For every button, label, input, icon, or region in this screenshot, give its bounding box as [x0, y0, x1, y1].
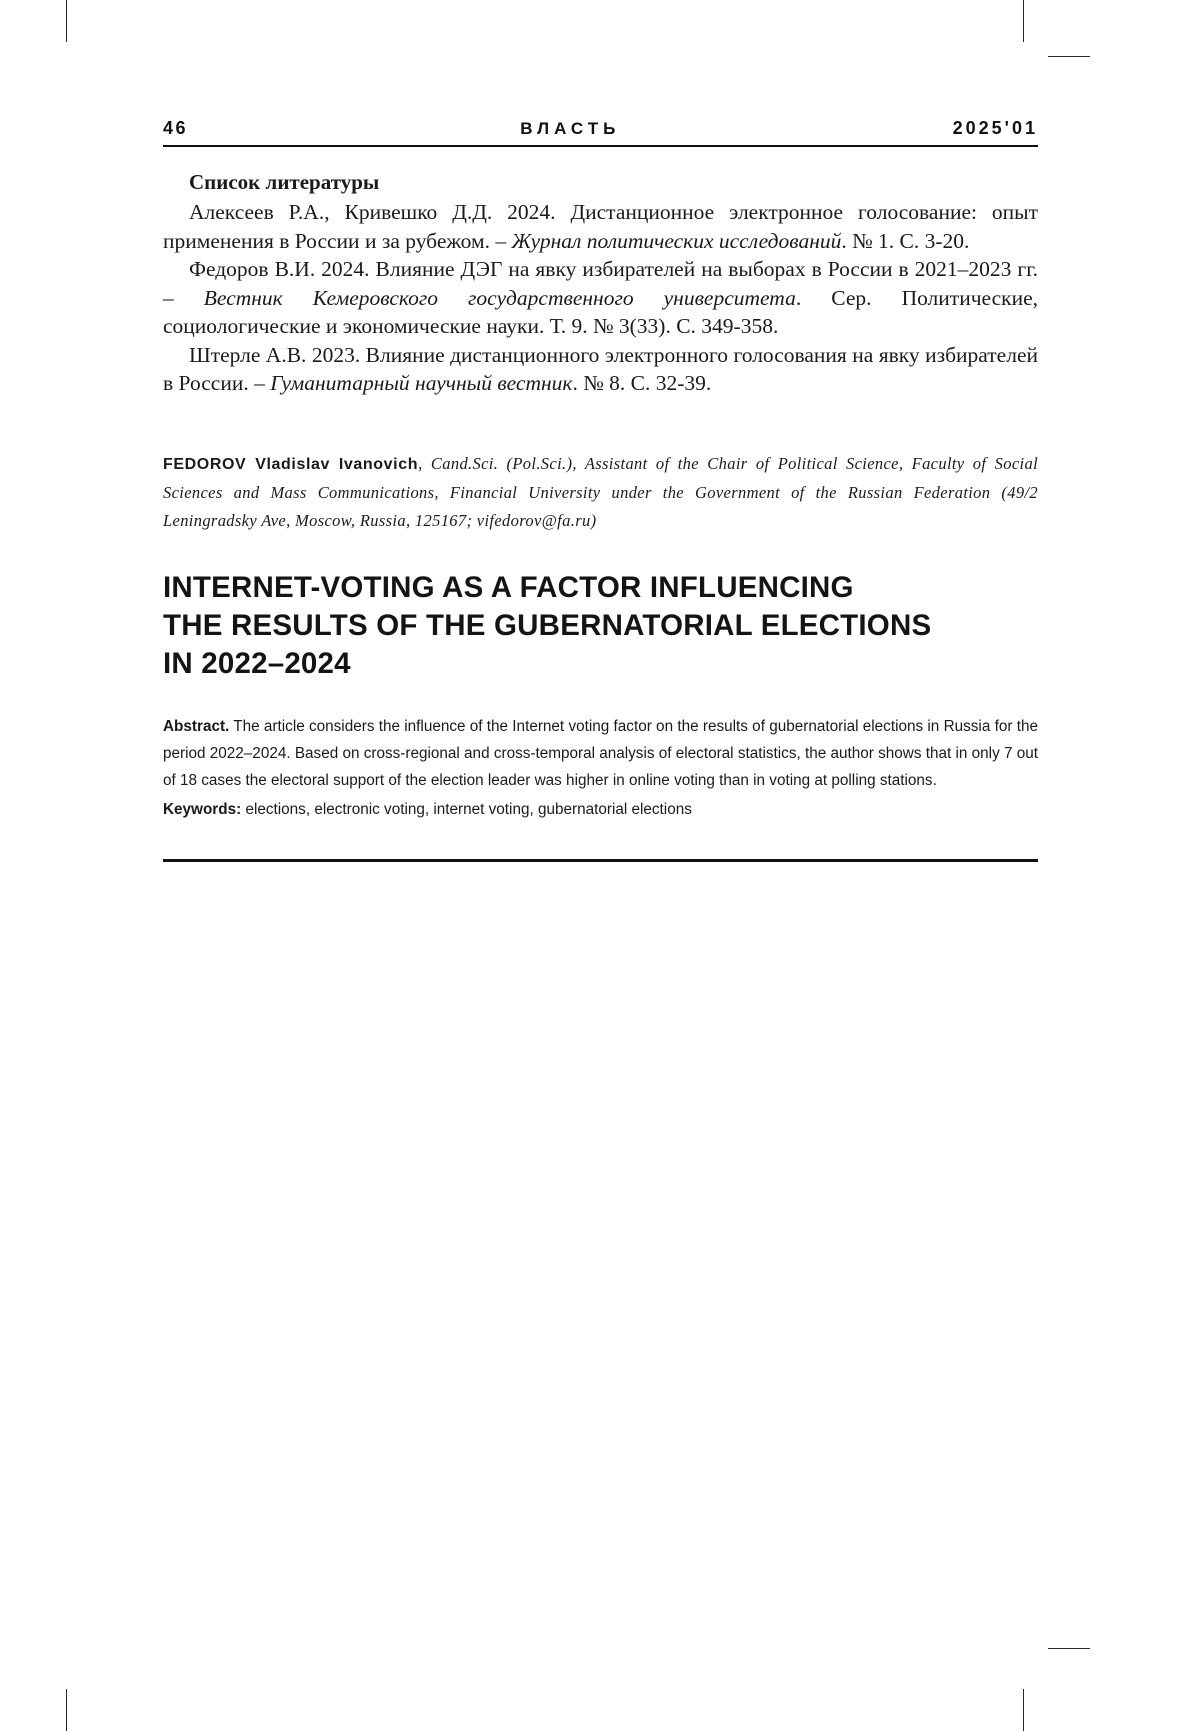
article-title-line-3: IN 2022–2024 [163, 646, 351, 680]
references-title: Список литературы [189, 170, 380, 194]
reference-text-before: Штерле А.В. 2023. Влияние дистанционного электронного голосования на явку избирателей в России. – [163, 342, 1038, 396]
journal-name: ВЛАСТЬ [520, 119, 621, 138]
reference-source-italic: Вестник Кемеровского государственного университета [203, 285, 796, 310]
article-title-line-2: THE RESULTS OF THE GUBERNATORIAL ELECTIONS [163, 609, 932, 643]
reference-text-before: Алексеев Р.А., Кривешко Д.Д. 2024. Дистанционное электронное голосование: опыт применения в России и за рубежом. – [163, 199, 1038, 253]
article-title-line-1: INTERNET-VOTING AS A FACTOR INFLUENCING [163, 571, 854, 605]
abstract-label: Abstract. [163, 717, 230, 735]
author-name: FEDOROV Vladislav Ivanovich [163, 456, 419, 474]
reference-item [163, 255, 1038, 341]
crop-mark-bottom-right [1023, 1689, 1024, 1731]
running-head [163, 118, 1038, 147]
keywords-label: Keywords: [163, 801, 242, 819]
reference-text-after: . № 8. С. 32-39. [572, 371, 712, 396]
issue-label: 2025'01 [952, 118, 1038, 138]
reference-text-after: . № 1. С. 3-20. [841, 228, 970, 253]
references-section [163, 169, 1038, 398]
abstract-paragraph [163, 713, 1038, 795]
reference-item [163, 341, 1038, 398]
reference-source-italic: Гуманитарный научный вестник [270, 371, 573, 396]
reference-text-after: . Сер. Политические, социологические и экономические науки. Т. 9. № 3(33). С. 349-358. [163, 285, 1038, 339]
crop-mark-left-bottom [1048, 1648, 1090, 1649]
section-divider [163, 859, 1038, 862]
reference-source-italic: Журнал политических исследований [511, 228, 842, 253]
abstract-text: The article considers the influence of the Internet voting factor on the results of gubernatorial elections in Russia for the period 2022–2024. Based on cross-regional and cross-temporal analysis of electoral statistics, the author shows that in only 7 out of 18 cases the electoral support of the election leader was higher in online voting than in voting at polling stations. [163, 717, 1038, 790]
author-affiliation: , Cand.Sci. (Pol.Sci.), Assistant of the Chair of Political Science, Faculty of Social Sciences and Mass Communications, Financial University under the Government of the Russian Federation (49/2 Leningradsky Ave, Moscow, Russia, 125167; vifedorov@fa.ru) [163, 454, 1038, 530]
article-title [163, 569, 1038, 682]
keywords-paragraph [163, 796, 1038, 823]
keywords-text: elections, electronic voting, internet voting, gubernatorial elections [241, 801, 692, 819]
crop-mark-left-top [1048, 56, 1090, 57]
crop-mark-top-left [66, 0, 67, 42]
crop-mark-top-right [1023, 0, 1024, 42]
crop-mark-bottom-left [66, 1689, 67, 1731]
reference-item [163, 198, 1038, 255]
page-number: 46 [163, 118, 189, 138]
page-content [163, 118, 1038, 862]
reference-text-before: Федоров В.И. 2024. Влияние ДЭГ на явку избирателей на выборах в России в 2021–2023 гг. – [163, 257, 1038, 310]
author-affiliation-block [163, 450, 1038, 535]
